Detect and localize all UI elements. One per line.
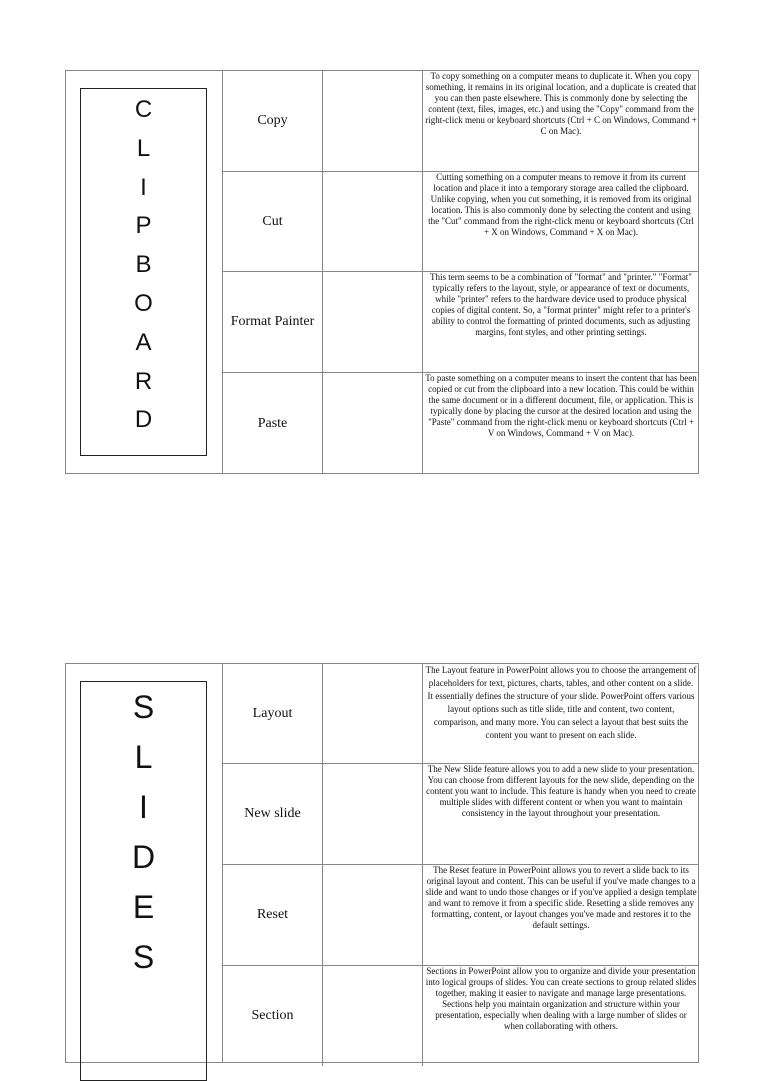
blank-cell — [323, 966, 423, 1066]
title-letter: L — [134, 739, 153, 775]
blank-cell — [323, 172, 423, 271]
table-row — [223, 373, 699, 474]
slides-table — [65, 663, 699, 1063]
description-cell: The Layout feature in PowerPoint allows you to choose the arrangement of placeholders for text, pictures, charts, tables, and other content on a slide. It essentially defines the structure of your slide. PowerPoint offers various layout options such as title slide, title and content, two content, comparison, and many more. You can select a layout that best suits the content you want to present on each slide. — [425, 665, 697, 740]
description-cell: To paste something on a computer means to insert the content that has been copied or cut from the clipboard into a new location. This could be within the same document or in a different document, file, or application. This is typically done by placing the cursor at the desired location and using the "Paste" command from the right-click menu or keyboard shortcuts (Ctrl + V on Windows, Command + V on Mac). — [425, 373, 697, 438]
clipboard-title-box — [80, 88, 207, 456]
table-row — [223, 865, 699, 966]
term-cell: Reset — [223, 865, 323, 965]
term-cell: Cut — [223, 172, 323, 271]
title-letter: O — [134, 289, 153, 317]
title-letter: C — [134, 96, 153, 123]
description-cell: This term seems to be a combination of "format" and "printer." "Format" typically refers to the layout, style, or appearance of text or documents, while "printer" refers to the hardware device used to produce physical copies of digital content. So, a "format printer" might refer to a printer's ability to control the formatting of printed documents, such as adjusting margins, font styles, and other printing settings. — [430, 272, 692, 337]
title-letter: D — [134, 406, 153, 434]
term-cell: New slide — [223, 764, 323, 864]
term-cell: Format Painter — [223, 272, 323, 372]
table-row — [223, 966, 699, 1066]
blank-cell — [323, 272, 423, 372]
title-letter: S — [132, 689, 155, 725]
title-letter: D — [131, 839, 156, 875]
clipboard-title-column — [66, 71, 223, 473]
title-letter: I — [140, 173, 147, 201]
term-cell: Section — [223, 966, 323, 1066]
term-cell: Paste — [223, 373, 323, 474]
clipboard-table — [65, 70, 699, 474]
description-cell: The Reset feature in PowerPoint allows you to revert a slide back to its original layout and content. This can be useful if you've made changes to a slide and want to undo those changes or if you've applied a design template and want to remove it from a specific slide. Resetting a slide removes any formatting, content, or layout changes you've made and restores it to the default settings. — [425, 865, 697, 930]
title-letter: P — [135, 212, 152, 240]
table-row — [223, 71, 699, 172]
slides-title-column — [66, 664, 223, 1062]
title-letter: B — [135, 251, 152, 279]
table-row — [223, 764, 699, 865]
description-cell: Cutting something on a computer means to remove it from its current location and place it into a temporary storage area called the clipboard. Unlike copying, when you cut something, it is removed from its original location. This is also commonly done by selecting the content and using the "Cut" command from the right-click menu or keyboard shortcuts (Ctrl + X on Windows, Command + X on Mac). — [428, 172, 694, 237]
blank-cell — [323, 664, 423, 763]
description-cell: To copy something on a computer means to duplicate it. When you copy something, it remains in its original location, and a duplicate is created that you can then paste elsewhere. This is commonly done by selecting the content (text, files, images, etc.) and using the "Copy" command from the right-click menu or keyboard shortcuts (Ctrl + C on Windows, Command + C on Mac). — [425, 71, 697, 136]
title-letter: L — [136, 134, 151, 162]
description-cell: The New Slide feature allows you to add a new slide to your presentation. You can choose from different layouts for the new slide, depending on the content you want to include. This feature is handy when you need to create multiple slides with different content or when you want to maintain consistency in the layout throughout your presentation. — [426, 764, 696, 818]
term-cell: Copy — [223, 71, 323, 171]
description-cell: Sections in PowerPoint allow you to organize and divide your presentation into logical groups of slides. You can create sections to group related slides together, making it easier to navigate and manage large presentations. Sections help you maintain organization and structure within your presentation, especially when dealing with a large number of slides or when collaborating with others. — [425, 966, 697, 1031]
title-letter: E — [132, 889, 155, 925]
table-row — [223, 172, 699, 272]
table-row — [223, 272, 699, 373]
title-letter: R — [134, 367, 153, 395]
blank-cell — [323, 764, 423, 864]
title-letter: I — [139, 789, 148, 825]
slides-title-box — [80, 681, 207, 1081]
blank-cell — [323, 865, 423, 965]
title-letter: S — [132, 939, 155, 975]
blank-cell — [323, 71, 423, 171]
term-cell: Layout — [223, 664, 323, 763]
title-letter: A — [135, 328, 152, 356]
table-row — [223, 664, 699, 764]
blank-cell — [323, 373, 423, 474]
